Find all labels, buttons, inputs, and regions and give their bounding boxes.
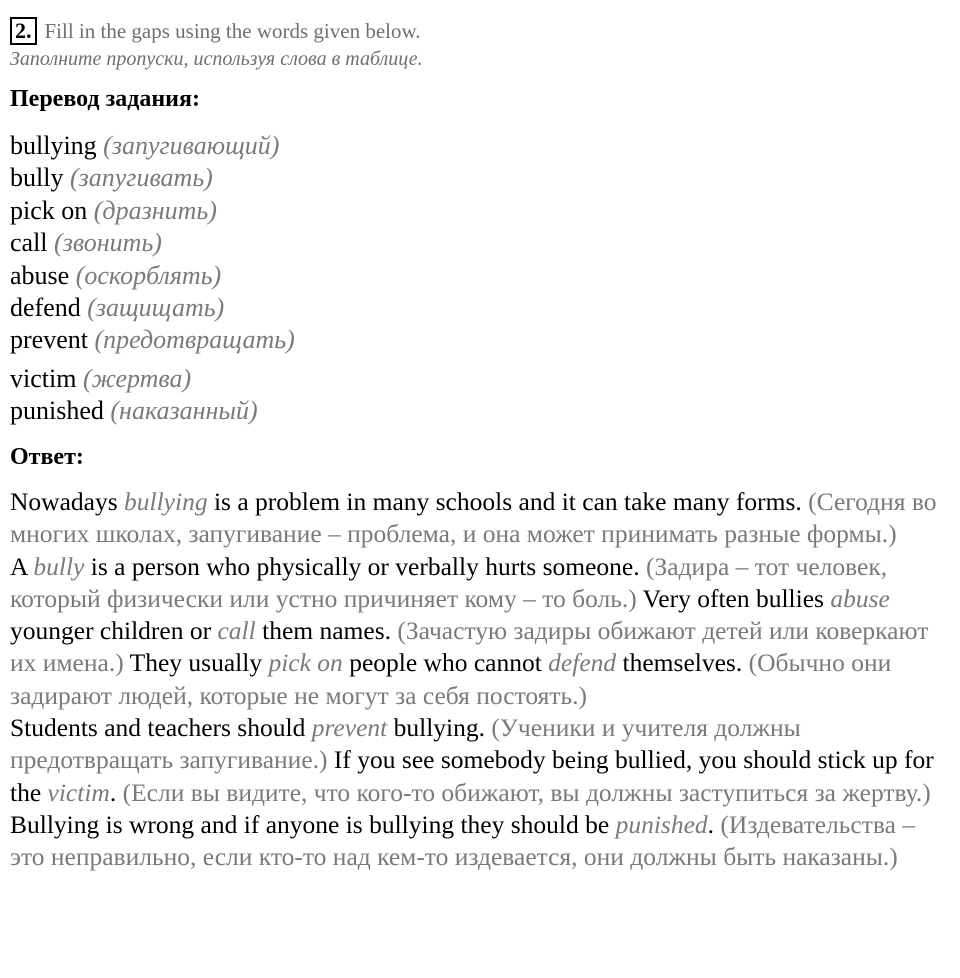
answer-translation: (Обычно они задирают людей, которые не могут за себя постоять.) [10, 648, 892, 710]
vocab-word: pick on [10, 195, 88, 225]
vocab-translation: (защищать) [87, 293, 225, 323]
answer-translation: (Задира – тот человек, который физически или устно причиняет кому – то боль.) [10, 551, 888, 613]
answer-paragraph-3 [10, 712, 955, 873]
vocab-translation: (предотвращать) [94, 325, 295, 355]
answer-text-segment: Bullying is wrong and if anyone is bullying they should be [10, 809, 616, 839]
answer-text-segment: is a problem in many schools and it can take many forms. [207, 487, 809, 516]
vocab-translation: (жертва) [82, 363, 192, 393]
vocab-item [10, 130, 295, 162]
vocab-list [10, 130, 295, 428]
task-instruction-en: Fill in the gaps using the words given below. [44, 18, 421, 43]
answer-keyword: defend [548, 648, 617, 678]
vocab-translation: (оскорблять) [75, 260, 222, 290]
vocab-item [10, 260, 295, 292]
vocab-item [10, 363, 295, 395]
answer-translation: (Издевательства – это неправильно, если кто-то над кем-то издевается, они должны быть наказаны.) [10, 809, 916, 872]
answer-keyword: punished [615, 809, 708, 839]
answer-text-segment: Students and teachers should [10, 713, 312, 743]
task-number: 2. [10, 17, 37, 45]
answer-text-segment: them names. [255, 616, 398, 646]
answer-text-segment: . [707, 809, 721, 839]
answer-translation: (Если вы видите, что кого-то обижают, вы должны заступиться за жертву.) [122, 777, 931, 807]
answer-keyword: bullying [124, 487, 208, 516]
vocab-translation: (запугивать) [69, 163, 213, 193]
answer-paragraph-2 [10, 551, 955, 712]
answer-text-segment: is a person who physically or verbally hurts someone. [84, 551, 646, 581]
vocab-item [10, 227, 295, 259]
answer-text-segment: If you see somebody being bullied, you should stick up for the [10, 745, 934, 807]
answer-translation: (Сегодня во многих школах, запугивание – проблема, и она может принимать разные формы.) [10, 487, 937, 549]
vocab-word: call [10, 228, 48, 258]
vocab-word: victim [10, 363, 77, 393]
vocab-word: bullying [10, 131, 97, 160]
answer-text [10, 486, 955, 874]
vocab-item [10, 292, 295, 324]
answer-paragraph-1 [10, 486, 955, 551]
vocab-translation: (наказанный) [110, 396, 258, 426]
vocab-item [10, 395, 295, 427]
vocab-word: defend [10, 293, 81, 323]
answer-text-segment: . [109, 777, 123, 807]
answer-translation: (Зачастую задиры обижают детей или коверкают их имена.) [10, 616, 929, 678]
vocab-word: punished [10, 396, 104, 426]
vocab-item [10, 324, 295, 356]
answer-text-segment: people who cannot [342, 648, 549, 678]
translation-title: Перевод задания: [10, 86, 200, 112]
vocab-item [10, 195, 295, 227]
task-header [10, 16, 423, 72]
answer-translation: (Ученики и учителя должны предотвращать запугивание.) [10, 713, 801, 775]
vocab-word: prevent [10, 325, 88, 355]
answer-text-segment: Nowadays [10, 487, 125, 516]
answer-text-segment: Very often bullies [636, 583, 831, 613]
answer-keyword: prevent [311, 713, 388, 743]
answer-title: Ответ: [10, 444, 84, 470]
vocab-translation: (запугивающий) [103, 131, 280, 160]
answer-keyword: victim [47, 777, 110, 807]
answer-keyword: abuse [830, 583, 890, 613]
vocab-translation: (звонить) [54, 228, 162, 258]
answer-keyword: pick on [268, 648, 343, 678]
vocab-item [10, 162, 295, 194]
answer-keyword: bully [33, 551, 85, 581]
vocab-translation: (дразнить) [93, 195, 217, 225]
answer-keyword: call [217, 616, 256, 646]
task-instruction-line [10, 16, 423, 46]
answer-text-segment: themselves. [616, 648, 749, 678]
answer-text-segment: A [10, 551, 34, 581]
answer-text-segment: younger children or [10, 616, 218, 646]
vocab-word: abuse [10, 260, 70, 290]
vocab-word: bully [10, 163, 64, 193]
answer-text-segment: They usually [123, 648, 269, 678]
answer-text-segment: bullying. [387, 713, 492, 743]
task-instruction-ru: Заполните пропуски, используя слова в таблице. [10, 48, 423, 70]
